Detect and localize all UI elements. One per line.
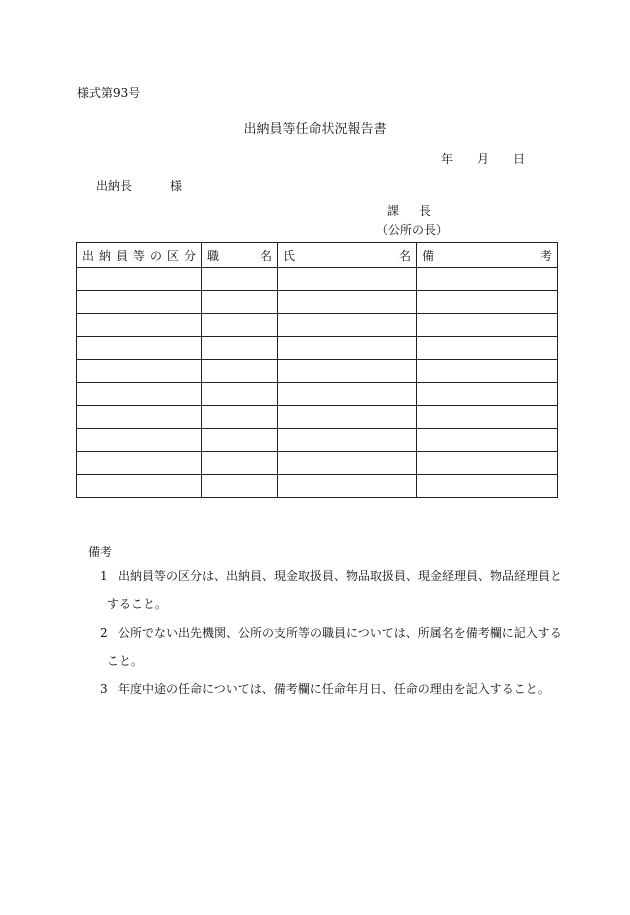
table-cell[interactable] <box>77 268 202 291</box>
table-cell[interactable] <box>417 337 558 360</box>
table-cell[interactable] <box>278 406 417 429</box>
addressee <box>96 177 182 194</box>
table-cell[interactable] <box>77 452 202 475</box>
date-year-label: 年 <box>441 152 454 166</box>
table-row <box>77 291 558 314</box>
table-cell[interactable] <box>417 406 558 429</box>
note-item-3: 3 年度中途の任命については、備考欄に任命年月日、任命の理由を記入すること。 <box>100 682 550 696</box>
table-cell[interactable] <box>77 360 202 383</box>
table-cell[interactable] <box>278 268 417 291</box>
table-cell[interactable] <box>202 475 278 498</box>
table-row <box>77 429 558 452</box>
table-row <box>77 314 558 337</box>
header-remarks: 備 考 <box>417 243 558 268</box>
report-table <box>76 242 558 498</box>
table-row <box>77 360 558 383</box>
table-cell[interactable] <box>77 383 202 406</box>
note-item-1-continuation: すること。 <box>107 597 168 611</box>
table-cell[interactable] <box>77 406 202 429</box>
table-cell[interactable] <box>202 268 278 291</box>
header-position: 職 名 <box>202 243 278 268</box>
sender-title-part2: 長 <box>419 204 432 218</box>
table-cell[interactable] <box>202 314 278 337</box>
table-row <box>77 383 558 406</box>
note-item-1: 1 出納員等の区分は、出納員、現金取扱員、物品取扱員、現金経理員、物品経理員と <box>100 569 563 583</box>
table-cell[interactable] <box>417 314 558 337</box>
date-line <box>441 150 525 167</box>
table-cell[interactable] <box>417 383 558 406</box>
table-cell[interactable] <box>77 429 202 452</box>
table-row <box>77 268 558 291</box>
table-cell[interactable] <box>77 337 202 360</box>
table-row <box>77 337 558 360</box>
table-cell[interactable] <box>278 337 417 360</box>
table-cell[interactable] <box>278 475 417 498</box>
table-cell[interactable] <box>417 268 558 291</box>
notes-heading: 備考 <box>88 545 113 559</box>
header-name: 氏 名 <box>278 243 417 268</box>
addressee-name: 出納長 <box>96 179 133 193</box>
form-number: 様式第93号 <box>77 86 141 100</box>
table-cell[interactable] <box>278 314 417 337</box>
note-item-2: 2 公所でない出先機関、公所の支所等の職員については、所属名を備考欄に記入する <box>100 626 562 640</box>
table-cell[interactable] <box>278 291 417 314</box>
table-cell[interactable] <box>202 337 278 360</box>
table-header-row <box>77 243 558 268</box>
table-cell[interactable] <box>417 360 558 383</box>
document-title: 出納員等任命状況報告書 <box>243 122 387 137</box>
date-day-label: 日 <box>513 152 526 166</box>
addressee-honorific: 様 <box>170 179 183 193</box>
table-cell[interactable] <box>417 429 558 452</box>
table-cell[interactable] <box>417 291 558 314</box>
table-cell[interactable] <box>278 452 417 475</box>
date-month-label: 月 <box>477 152 490 166</box>
note-item-2-continuation: こと。 <box>107 654 144 668</box>
table-row <box>77 452 558 475</box>
table-cell[interactable] <box>202 452 278 475</box>
table-cell[interactable] <box>202 429 278 452</box>
table-cell[interactable] <box>77 291 202 314</box>
sender-title-part1: 課 <box>387 204 400 218</box>
table-row <box>77 475 558 498</box>
header-category: 出納員等の区分 <box>77 243 202 268</box>
table-body <box>77 268 558 498</box>
sender-title <box>387 202 431 219</box>
table-cell[interactable] <box>278 429 417 452</box>
table-cell[interactable] <box>202 406 278 429</box>
table-cell[interactable] <box>202 383 278 406</box>
table-cell[interactable] <box>417 475 558 498</box>
table-row <box>77 406 558 429</box>
table-cell[interactable] <box>77 475 202 498</box>
table-cell[interactable] <box>278 383 417 406</box>
table-cell[interactable] <box>77 314 202 337</box>
table-cell[interactable] <box>202 291 278 314</box>
table-cell[interactable] <box>417 452 558 475</box>
table-cell[interactable] <box>278 360 417 383</box>
table-cell[interactable] <box>202 360 278 383</box>
sender-note: （公所の長） <box>376 223 449 237</box>
